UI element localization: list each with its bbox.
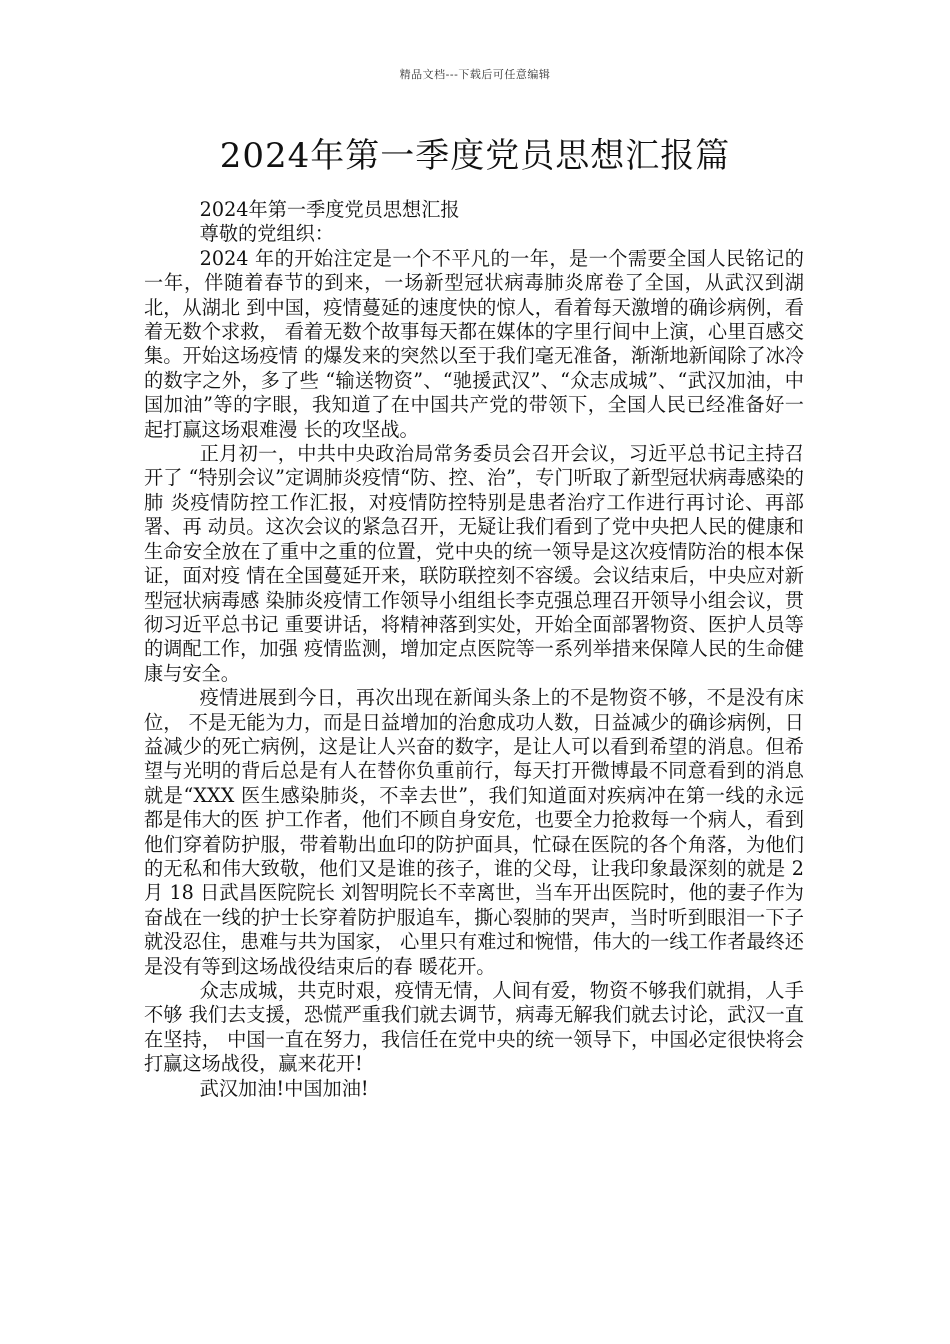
body-paragraph: 正月初一，中共中央政治局常务委员会召开会议，习近平总书记主持召开了 “特别会议”定调肺炎疫情“防、控、治”，专门听取了新型冠状病毒感染的肺 炎疫情防控工作汇报，对疫情防控特别是患者治疗工作进行再讨论、再部署、再 动员。这次会议的紧急召开，无疑让我们看到了党中央把人民的健康和生命安全放在了重中之重的位置，党中央的统一领导是这次疫情防治的根本保证，面对疫 情在全国蔓延开来，联防联控刻不容缓。会议结束后，中央应对新型冠状病毒感 染肺炎疫情工作领导小组组长李克强总理召开领导小组会议，贯彻习近平总书记 重要讲话，将精神落到实处，开始全面部署物资、医护人员等的调配工作，加强 疫情监测，增加定点医院等一系列举措来保障人民的生命健康与安全。	[144, 442, 804, 685]
document-subtitle: 2024年第一季度党员思想汇报	[199, 198, 460, 221]
closing-line: 武汉加油!中国加油!	[199, 1076, 369, 1100]
body-paragraph: 众志成城，共克时艰，疫情无情，人间有爱，物资不够我们就捐，人手不够 我们去支援，恐慌严重我们就去调节，病毒无解我们就去讨论，武汉一直在坚持， 中国一直在努力，我信任在党中央的统一领导下，中国必定很快将会打赢这场战役，赢来花开!	[144, 979, 804, 1076]
document-body	[144, 198, 804, 1101]
body-paragraph: 2024 年的开始注定是一个不平凡的一年，是一个需要全国人民铭记的一年，伴随着春节的到来，一场新型冠状病毒肺炎席卷了全国，从武汉到湖北，从湖北 到中国，疫情蔓延的速度快的惊人，看着每天激增的确诊病例，看着无数个求救， 看着无数个故事每天都在媒体的字里行间中上演，心里百感交集。开始这场疫情 的爆发来的突然以至于我们毫无准备，渐渐地新闻除了冰冷的数字之外，多了些 “输送物资”、“驰援武汉”、“众志成城”、“武汉加油，中国加油”等的字眼，我知道了在中国共产党的带领下，全国人民已经准备好一起打赢这场艰难漫 长的攻坚战。	[144, 246, 804, 441]
body-paragraph: 疫情进展到今日，再次出现在新闻头条上的不是物资不够，不是没有床位， 不是无能为力，而是日益增加的治愈成功人数，日益减少的确诊病例，日益减少的死亡病例，这是让人兴奋的数字，是让人可以看到希望的消息。但希望与光明的背后总是有人在替你负重前行，每天打开微博最不同意看到的消息就是“XXX 医生感染肺炎，不幸去世”，我们知道面对疾病冲在第一线的永远都是伟大的医 护工作者，他们不顾自身安危，也要全力抢救每一个病人，看到他们穿着防护服，带着勒出血印的防护面具，忙碌在医院的各个角落，为他们的无私和伟大致敬，他们又是谁的孩子，谁的父母，让我印象最深刻的就是 2 月 18 日武昌医院院长 刘智明院长不幸离世，当车开出医院时，他的妻子作为奋战在一线的护士长穿着防护服追车，撕心裂肺的哭声，当时听到眼泪一下子就没忍住，患难与共为国家， 心里只有难过和惋惜，伟大的一线工作者最终还是没有等到这场战役结束后的春 暖花开。	[144, 686, 804, 978]
salutation: 尊敬的党组织：	[199, 222, 334, 246]
header-note: 精品文档---下载后可任意编辑	[399, 68, 551, 81]
document-title: 2024年第一季度党员思想汇报篇	[219, 136, 731, 176]
